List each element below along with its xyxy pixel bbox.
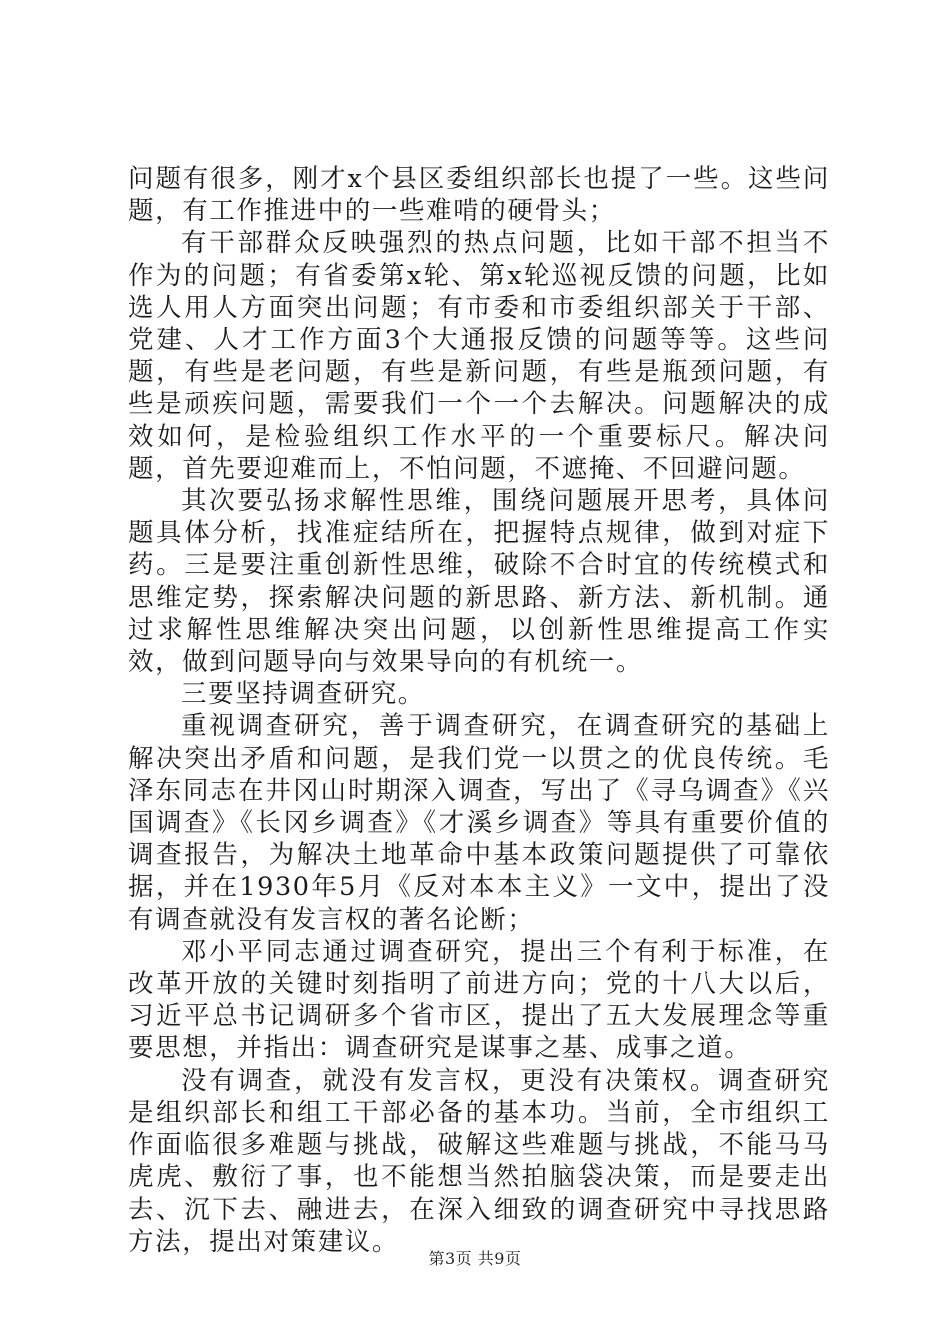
section-heading: 三要坚持调查研究。 xyxy=(181,679,425,710)
paragraph: 有干部群众反映强烈的热点问题，比如干部不担当不作为的问题；有省委第x轮、第x轮巡视反馈的问题，比如选人用人方面突出问题；有市委和市委组织部关于干部、党建、人才工作方面3个大通报反馈的问题等等。这些问题，有些是老问题，有些是新问题，有些是瓶颈问题，有些是顽疾问题，需要我们一个一个去解决。问题解决的成效如何，是检验组织工作水平的一个重要标尺。解决问题，首先要迎难而上，不怕问题，不遮掩、不回避问题。 xyxy=(128,228,830,484)
page-number-footer: 第3页 共9页 xyxy=(428,1249,522,1268)
paragraph: 重视调查研究，善于调查研究，在调查研究的基础上解决突出矛盾和问题，是我们党一以贯之的优良传统。毛泽东同志在井冈山时期深入调查，写出了《寻乌调查》《兴国调查》《长冈乡调查》《才溪乡调查》等具有重要价值的调查报告，为解决土地革命中基本政策问题提供了可靠依据，并在1930年5月《反对本本主义》一文中，提出了没有调查就没有发言权的著名论断； xyxy=(128,711,830,935)
paragraph: 没有调查，就没有发言权，更没有决策权。调查研究是组织部长和组工干部必备的基本功。当前，全市组织工作面临很多难题与挑战，破解这些难题与挑战，不能马马虎虎、敷衍了事，也不能想当然拍脑袋决策，而是要走出去、沉下去、融进去，在深入细致的调查研究中寻找思路方法，提出对策建议。 xyxy=(128,1065,830,1257)
paragraph: 其次要弘扬求解性思维，围绕问题展开思考，具体问题具体分析，找准症结所在，把握特点规律，做到对症下药。三是要注重创新性思维，破除不合时宜的传统模式和思维定势，探索解决问题的新思路、新方法、新机制。通过求解性思维解决突出问题，以创新性思维提高工作实效，做到问题导向与效果导向的有机统一。 xyxy=(128,486,830,678)
paragraph: 问题有很多，刚才x个县区委组织部长也提了一些。这些问题，有工作推进中的一些难啃的硬骨头； xyxy=(128,164,830,227)
document-body xyxy=(128,163,830,1258)
paragraph: 邓小平同志通过调查研究，提出三个有利于标准，在改革开放的关键时刻指明了前进方向；党的十八大以后，习近平总书记调研多个省市区，提出了五大发展理念等重要思想，并指出：调查研究是谋事之基、成事之道。 xyxy=(128,936,830,1064)
